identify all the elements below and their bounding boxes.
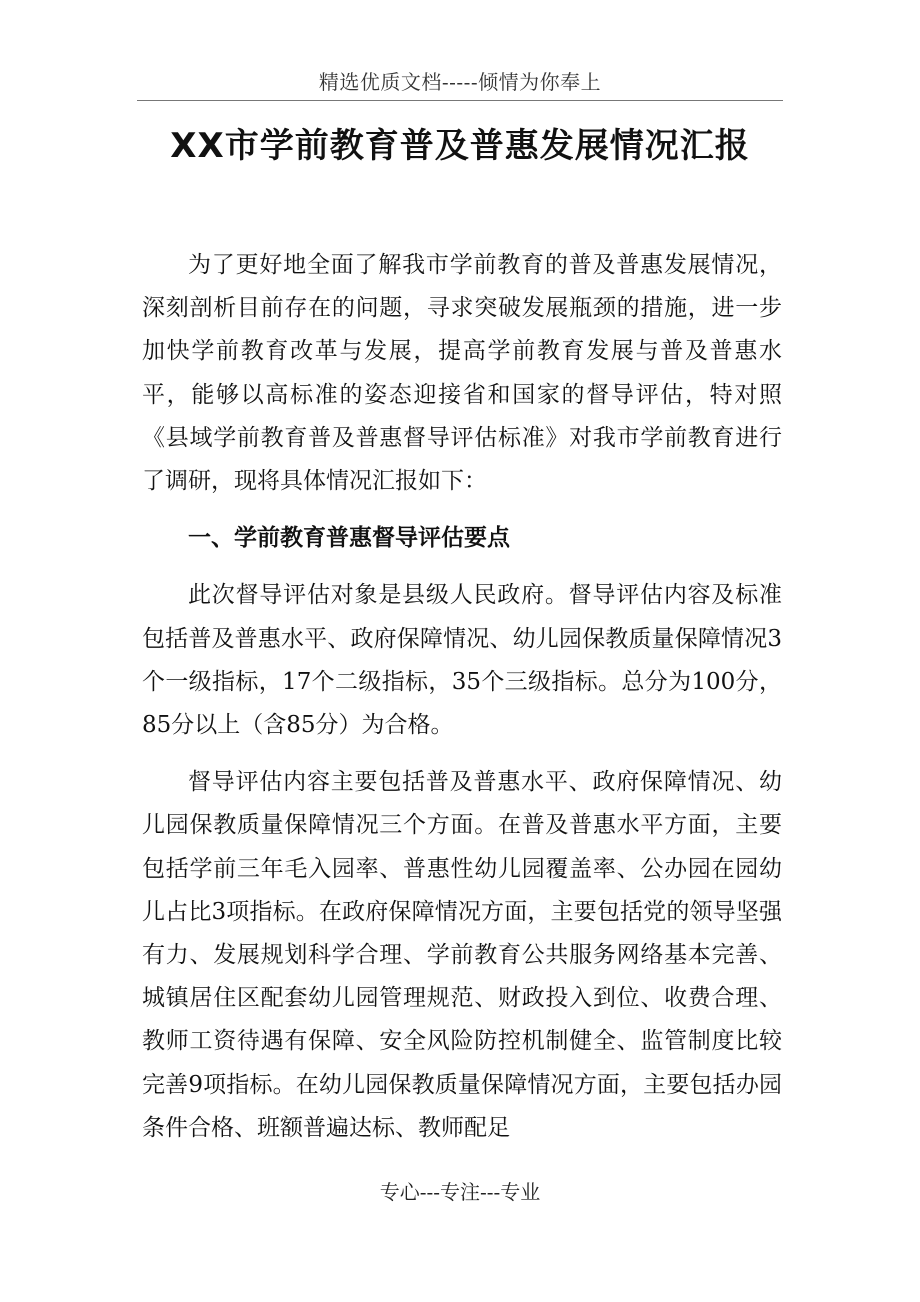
document-title: XX市学前教育普及普惠发展情况汇报 xyxy=(170,126,750,166)
section-heading: 一、学前教育普惠督导评估要点 xyxy=(188,525,510,552)
body-paragraph: 此次督导评估对象是县级人民政府。督导评估内容及标准包括普及普惠水平、政府保障情况、幼儿园保教质量保障情况3个一级指标，17个二级指标，35个三级指标。总分为100分，85分以上（含85分）为合格。 xyxy=(142,582,782,739)
document-body xyxy=(142,244,782,1150)
page-footer: 专心---专注---专业 xyxy=(379,1180,541,1204)
page-header: 精选优质文档-----倾情为你奉上 xyxy=(318,70,602,94)
intro-paragraph: 为了更好地全面了解我市学前教育的普及普惠发展情况，深刻剖析目前存在的问题，寻求突破发展瓶颈的措施，进一步加快学前教育改革与发展，提高学前教育发展与普及普惠水平，能够以高标准的姿态迎接省和国家的督导评估，特对照《县域学前教育普及普惠督导评估标准》对我市学前教育进行了调研，现将具体情况汇报如下： xyxy=(142,252,782,495)
header-divider xyxy=(137,100,783,101)
body-paragraph: 督导评估内容主要包括普及普惠水平、政府保障情况、幼儿园保教质量保障情况三个方面。在普及普惠水平方面，主要包括学前三年毛入园率、普惠性幼儿园覆盖率、公办园在园幼儿占比3项指标。在政府保障情况方面，主要包括党的领导坚强有力、发展规划科学合理、学前教育公共服务网络基本完善、城镇居住区配套幼儿园管理规范、财政投入到位、收费合理、教师工资待遇有保障、安全风险防控机制健全、监管制度比较完善9项指标。在幼儿园保教质量保障情况方面，主要包括办园条件合格、班额普遍达标、教师配足 xyxy=(142,769,782,1141)
